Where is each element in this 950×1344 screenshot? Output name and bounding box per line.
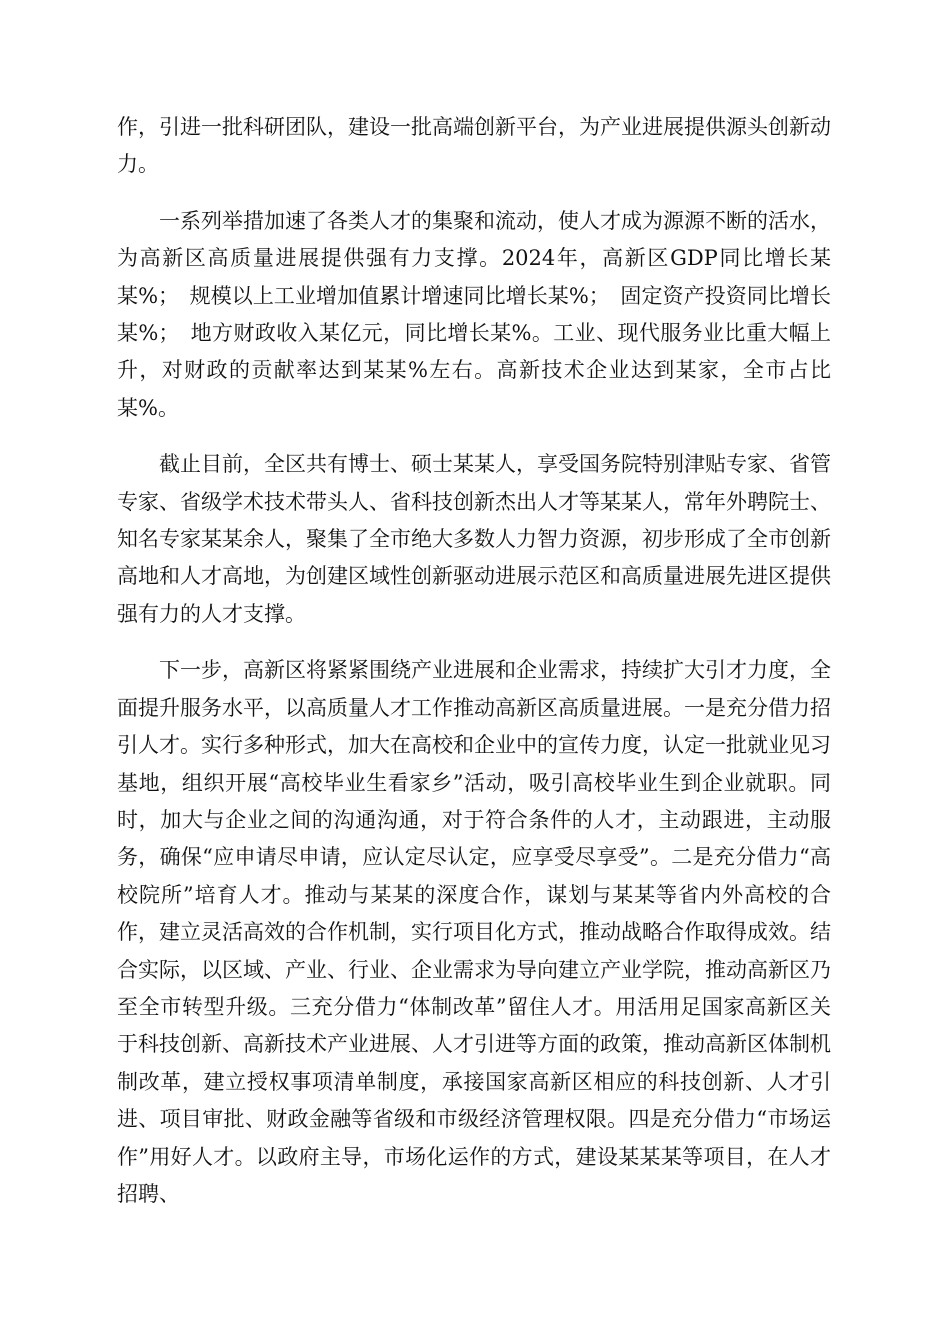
paragraph-4: 下一步，高新区将紧紧围绕产业进展和企业需求，持续扩大引才力度，全面提升服务水平，以高质量人才工作推动高新区高质量进展。一是充分借力招引人才。实行多种形式，加大在高校和企业中的宣传力度，认定一批就业见习基地，组织开展“高校毕业生看家乡”活动，吸引高校毕业生到企业就职。同时，加大与企业之间的沟通沟通，对于符合条件的人才，主动跟进，主动服务，确保“应申请尽申请，应认定尽认定，应享受尽享受”。二是充分借力“高校院所”培育人才。推动与某某的深度合作，谋划与某某等省内外高校的合作，建立灵活高效的合作机制，实行项目化方式，推动战略合作取得成效。结合实际，以区域、产业、行业、企业需求为导向建立产业学院，推动高新区乃至全市转型升级。三充分借力“体制改革”留住人才。用活用足国家高新区关于科技创新、高新技术产业进展、人才引进等方面的政策，推动高新区体制机制改革，建立授权事项清单制度，承接国家高新区相应的科技创新、人才引进、项目审批、财政金融等省级和市级经济管理权限。四是充分借力“市场运作”用好人才。以政府主导，市场化运作的方式，建设某某某等项目，在人才招聘、 [117,658,831,1206]
paragraph-2: 一系列举措加速了各类人才的集聚和流动，使人才成为源源不断的活水，为高新区高质量进展提供强有力支撑。2024年，高新区GDP同比增长某某%； 规模以上工业增加值累计增速同比增长某%； 固定资产投资同比增长某%； 地方财政收入某亿元，同比增长某%。工业、现代服务业比重大幅上升，对财政的贡献率达到某某%左右。高新技术企业达到某家，全市占比某%。 [117,208,831,420]
paragraph-3: 截止目前，全区共有博士、硕士某某人，享受国务院特别津贴专家、省管专家、省级学术技术带头人、省科技创新杰出人才等某某人，常年外聘院士、知名专家某某余人，聚集了全市绝大多数人力智力资源，初步形成了全市创新高地和人才高地，为创建区域性创新驱动进展示范区和高质量进展先进区提供强有力的人才支撑。 [117,452,831,626]
document-body [117,109,831,1232]
paragraph-1: 作，引进一批科研团队，建设一批高端创新平台，为产业进展提供源头创新动力。 [117,115,831,177]
